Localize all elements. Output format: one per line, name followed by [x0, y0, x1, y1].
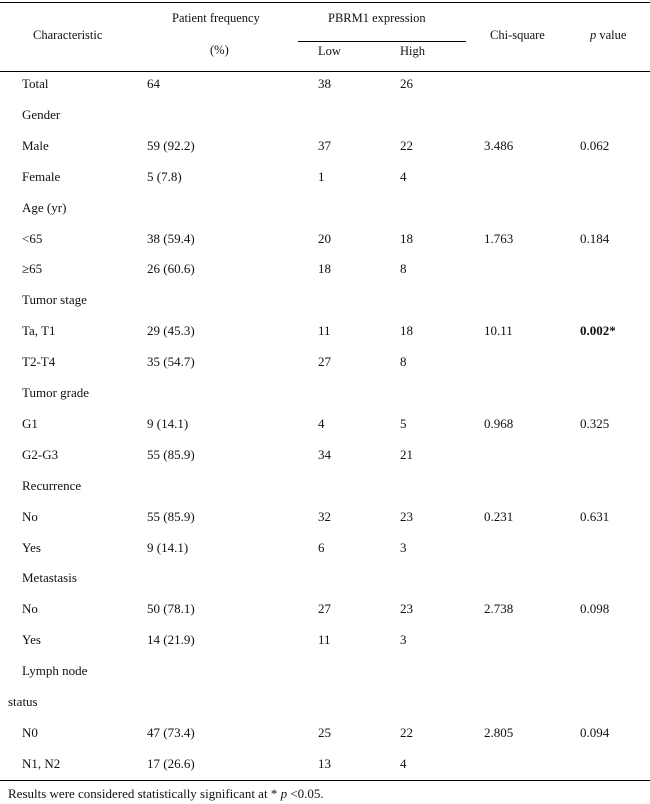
cell-label: N0: [22, 725, 38, 740]
cell-label: <65: [22, 231, 43, 246]
cell-freq: 55 (85.9): [147, 447, 195, 462]
cell-high: 3: [400, 540, 407, 555]
cell-p: 0.094: [580, 725, 610, 740]
cell-freq: 26 (60.6): [147, 261, 195, 276]
cell-chi: 0.968: [484, 416, 514, 431]
cell-freq: 14 (21.9): [147, 632, 195, 647]
cell-low: 13: [318, 756, 331, 771]
header-bottom-rule: [0, 71, 650, 72]
cell-label: N1, N2: [22, 756, 61, 771]
cell-label: Tumor grade: [22, 385, 90, 400]
cell-high: 21: [400, 447, 413, 462]
cell-label: T2-T4: [22, 354, 56, 369]
header-patient-frequency: Patient frequency: [172, 11, 260, 25]
cell-freq: 38 (59.4): [147, 231, 195, 246]
cell-label: Male: [22, 138, 49, 153]
cell-low: 27: [318, 601, 331, 616]
cell-chi: 0.231: [484, 509, 514, 524]
cell-chi: 2.738: [484, 601, 514, 616]
cell-p: 0.325: [580, 416, 610, 431]
footnote-text-after: <0.05.: [287, 786, 324, 801]
table-top-rule: [0, 2, 650, 3]
cell-freq: 17 (26.6): [147, 756, 195, 771]
cell-high: 18: [400, 231, 413, 246]
cell-chi: 10.11: [484, 323, 513, 338]
cell-label: No: [22, 601, 38, 616]
cell-high: 3: [400, 632, 407, 647]
cell-label: No: [22, 509, 38, 524]
header-patient-frequency-unit: (%): [210, 43, 229, 57]
footnote-text-before: Results were considered statistically significant at *: [8, 786, 281, 801]
cell-p: 0.002*: [580, 323, 616, 338]
cell-label: G1: [22, 416, 38, 431]
cell-label: Total: [22, 76, 49, 91]
cell-freq: 35 (54.7): [147, 354, 195, 369]
cell-freq: 9 (14.1): [147, 540, 189, 555]
cell-freq: 5 (7.8): [147, 169, 182, 184]
cell-high: 4: [400, 756, 407, 771]
cell-label: Lymph node: [22, 663, 88, 678]
pbrm1-subheader-rule: [298, 41, 466, 42]
cell-label: Yes: [22, 632, 41, 647]
cell-p: 0.184: [580, 231, 610, 246]
cell-freq: 9 (14.1): [147, 416, 189, 431]
header-high: High: [400, 44, 425, 58]
cell-freq: 64: [147, 76, 160, 91]
cell-high: 22: [400, 725, 413, 740]
cell-low: 20: [318, 231, 331, 246]
cell-low: 25: [318, 725, 331, 740]
cell-low: 27: [318, 354, 331, 369]
cell-freq: 55 (85.9): [147, 509, 195, 524]
cell-label: Tumor stage: [22, 292, 87, 307]
cell-label: G2-G3: [22, 447, 59, 462]
table-bottom-rule: [0, 780, 650, 781]
header-chi-square: Chi-square: [490, 28, 545, 42]
header-p-value: [590, 27, 626, 43]
cell-chi: 3.486: [484, 138, 514, 153]
cell-high: 5: [400, 416, 407, 431]
cell-p: 0.631: [580, 509, 610, 524]
cell-freq: 29 (45.3): [147, 323, 195, 338]
cell-label: Female: [22, 169, 61, 184]
cell-low: 11: [318, 632, 331, 647]
cell-low: 4: [318, 416, 325, 431]
cell-high: 22: [400, 138, 413, 153]
cell-freq: 50 (78.1): [147, 601, 195, 616]
cell-high: 4: [400, 169, 407, 184]
cell-low: 34: [318, 447, 331, 462]
header-low: Low: [318, 44, 341, 58]
cell-label: Gender: [22, 107, 61, 122]
cell-low: 11: [318, 323, 331, 338]
cell-low: 37: [318, 138, 331, 153]
header-p-value-rest: value: [596, 28, 627, 42]
cell-chi: 1.763: [484, 231, 514, 246]
cell-label: status: [8, 694, 38, 709]
cell-high: 18: [400, 323, 413, 338]
footnote: [8, 786, 324, 802]
header-pbrm1-expression: PBRM1 expression: [328, 11, 426, 25]
cell-freq: 47 (73.4): [147, 725, 195, 740]
cell-low: 32: [318, 509, 331, 524]
footnote-p-italic: p: [280, 786, 288, 801]
cell-high: 23: [400, 509, 413, 524]
cell-label: Age (yr): [22, 200, 67, 215]
cell-low: 18: [318, 261, 331, 276]
cell-low: 38: [318, 76, 331, 91]
cell-p: 0.062: [580, 138, 610, 153]
cell-low: 1: [318, 169, 325, 184]
cell-label: ≥65: [22, 261, 43, 276]
cell-freq: 59 (92.2): [147, 138, 195, 153]
header-characteristic: Characteristic: [33, 28, 103, 42]
cell-chi: 2.805: [484, 725, 514, 740]
cell-low: 6: [318, 540, 325, 555]
cell-label: Ta, T1: [22, 323, 56, 338]
cell-label: Yes: [22, 540, 41, 555]
cell-p: 0.098: [580, 601, 610, 616]
cell-label: Recurrence: [22, 478, 82, 493]
cell-high: 8: [400, 261, 407, 276]
cell-label: Metastasis: [22, 570, 77, 585]
cell-high: 23: [400, 601, 413, 616]
header-p-italic: p: [590, 28, 597, 42]
cell-high: 8: [400, 354, 407, 369]
cell-high: 26: [400, 76, 413, 91]
